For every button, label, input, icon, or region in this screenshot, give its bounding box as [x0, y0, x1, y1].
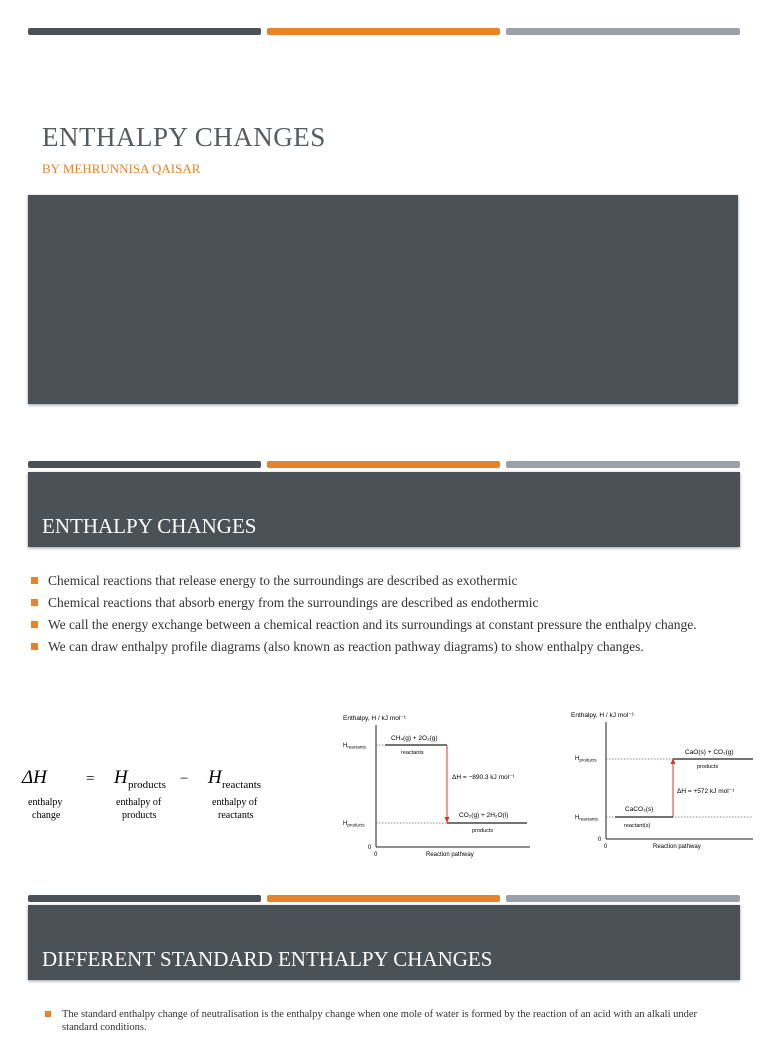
bullet-item: The standard enthalpy change of neutralisation is the enthalpy change when one mole of water is formed by the reaction of an acid with an alkali under standard conditions. — [42, 1008, 722, 1034]
bullet-item: Chemical reactions that absorb energy from the surroundings are described as endothermic — [28, 595, 728, 611]
hero-panel — [28, 195, 738, 404]
exo-origin-bottom: 0 — [374, 852, 378, 858]
exo-x-axis-label: Reaction pathway — [426, 852, 474, 858]
exothermic-diagram — [335, 707, 540, 862]
top-bar-orange — [267, 28, 500, 35]
eq-label2-1: enthalpy of — [212, 797, 258, 808]
exo-reactants-formula: CH₄(g) + 2O₂(g) — [391, 735, 438, 742]
endo-delta-h: ΔH = +572 kJ mol⁻¹ — [677, 788, 735, 795]
eq-sub-reactants: reactants — [222, 779, 262, 791]
exo-origin-left: 0 — [368, 845, 372, 851]
exo-arrowhead — [445, 817, 450, 823]
slide2-bar-dark — [28, 461, 261, 468]
eq-label-lhs-2: change — [32, 810, 61, 821]
slide2-bar-orange — [267, 461, 500, 468]
eq-h-products: H — [114, 767, 128, 788]
author-byline: BY MEHRUNNISA QAISAR — [42, 161, 201, 176]
exo-products-formula: CO₂(g) + 2H₂O(l) — [459, 812, 509, 819]
slide3-bullet-list — [42, 1008, 722, 1040]
slide2-heading: ENTHALPY CHANGES — [42, 514, 257, 538]
slide3-bar-dark — [28, 895, 261, 902]
top-bar-grey — [506, 28, 740, 35]
eq-delta-h: ΔH — [22, 767, 47, 788]
endo-x-axis-label: Reaction pathway — [653, 844, 701, 850]
eq-label-lhs-1: enthalpy — [28, 797, 63, 808]
eq-h-reactants: H — [208, 767, 222, 788]
eq-label1-2: products — [122, 810, 157, 821]
bullet-item: Chemical reactions that release energy to the surroundings are described as exothermic — [28, 573, 728, 589]
endo-origin-bottom: 0 — [604, 844, 608, 850]
top-bar-dark — [28, 28, 261, 35]
endothermic-diagram — [565, 707, 765, 857]
eq-sub-products: products — [128, 779, 166, 791]
endo-y-axis-label: Enthalpy, H / kJ mol⁻¹ — [571, 712, 634, 719]
endo-origin-left: 0 — [598, 837, 602, 843]
exo-delta-h: ΔH = −890.3 kJ mol⁻¹ — [452, 774, 515, 781]
endo-products-label: products — [697, 764, 719, 770]
slide2-bar-grey — [506, 461, 740, 468]
bullet-item: We can draw enthalpy profile diagrams (also known as reaction pathway diagrams) to show enthalpy changes. — [28, 639, 728, 655]
exo-products-label: products — [472, 828, 494, 834]
exo-reactants-label: reactants — [401, 750, 424, 756]
slide3-bar-grey — [506, 895, 740, 902]
endo-products-formula: CaO(s) + CO₂(g) — [685, 749, 734, 756]
enthalpy-equation — [20, 755, 280, 830]
endo-reactants-formula: CaCO₃(s) — [625, 806, 654, 813]
slide3-heading: DIFFERENT STANDARD ENTHALPY CHANGES — [42, 947, 493, 971]
exo-y-axis-label: Enthalpy, H / kJ mol⁻¹ — [343, 715, 406, 722]
exo-h-reactants: $H_{reactants}$ — [343, 743, 366, 750]
slide3-header — [28, 905, 740, 980]
slide-title: ENTHALPY CHANGES — [42, 122, 326, 152]
eq-label1-1: enthalpy of — [116, 797, 162, 808]
eq-equals: = — [86, 771, 95, 787]
endo-reactants-label: reactant(s) — [624, 823, 651, 829]
bullet-item: We call the energy exchange between a chemical reaction and its surroundings at constant pressure the enthalpy change. — [28, 617, 728, 633]
eq-label2-2: reactants — [218, 810, 254, 821]
endo-h-products: $H_{products}$ — [575, 756, 597, 763]
slide2-header — [28, 472, 740, 547]
slide3-bar-orange — [267, 895, 500, 902]
slide2-bullet-list — [28, 573, 728, 661]
eq-minus: − — [180, 771, 189, 787]
endo-h-reactants: $H_{reactants}$ — [575, 815, 598, 822]
exo-h-products: $H_{products}$ — [343, 821, 365, 828]
